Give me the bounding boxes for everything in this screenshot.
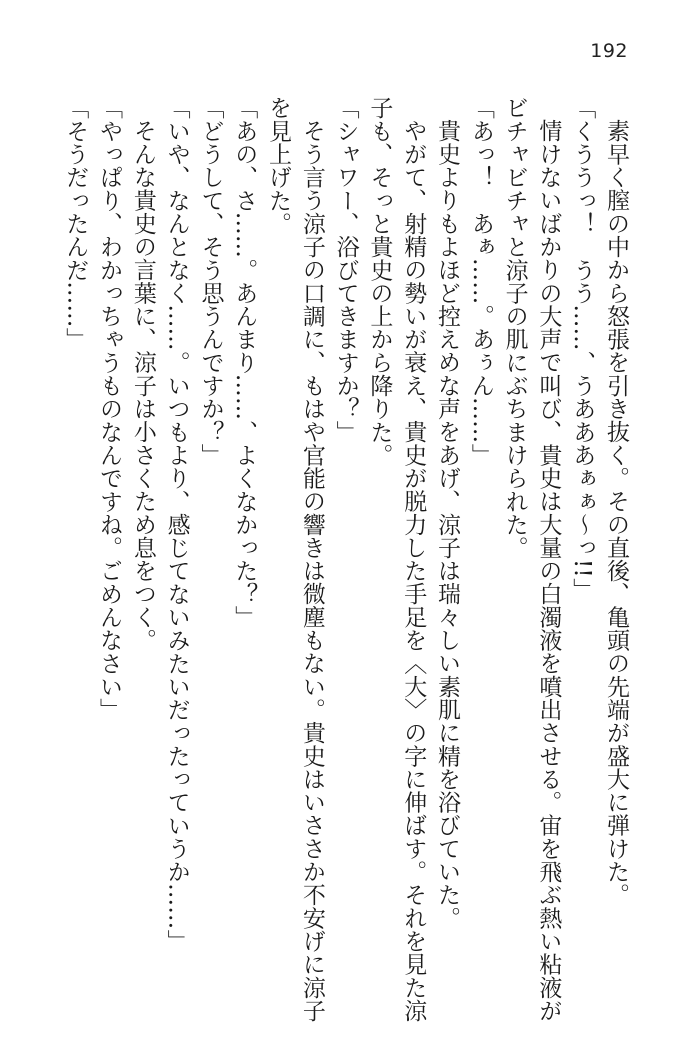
text-line-10: そう言う涼子の口調に、もはや官能の響きは微塵もない。貴史はいささか不安げに涼子	[298, 119, 325, 1022]
text-line-7: やがて、射精の勢いが衰え、貴史が脱力した手足を〈大〉の字に伸ばす。それを見た涼	[400, 119, 427, 1022]
text-line-13: 「どうして、そう思うんですか？」	[197, 96, 224, 467]
text-line-9: 「シャワー、浴びてきますか？」	[332, 96, 359, 444]
text-line-12: 「あの、さ……。あんまり……、よくなかった？」	[231, 96, 258, 629]
text-line-16: 「やっぱり、わかっちゃうものなんですね。ごめんなさい」	[96, 96, 123, 722]
text-line-2: 「くううっ！ うう……、うあああぁぁ～っ!!」	[569, 96, 596, 601]
text-line-11: を見上げた。	[265, 96, 292, 235]
text-line-3: 情けないばかりの大声で叫び、貴史は大量の白濁液を噴出させる。宙を飛ぶ熱い粘液が	[535, 119, 562, 1022]
text-line-4: ビチャビチャと涼子の肌にぶちまけられた。	[501, 96, 528, 559]
page-number: 192	[590, 40, 628, 62]
text-line-17: 「そうだったんだ……」	[62, 96, 89, 351]
text-line-5: 「あっ！ あぁ……。あぅん……」	[467, 96, 494, 467]
text-line-8: 子も、そっと貴史の上から降りた。	[366, 96, 393, 467]
text-line-1: 素早く膣の中から怒張を引き抜く。その直後、亀頭の先端が盛大に弾けた。	[603, 119, 629, 907]
text-line-14: 「いや、なんとなく……。いつもより、感じてないみたいだったっていうか……」	[163, 96, 190, 953]
vertical-text-body	[52, 96, 632, 1022]
text-line-6: 貴史よりもよほど控えめな声をあげ、涼子は瑞々しい素肌に精を浴びていた。	[434, 119, 461, 930]
text-line-15: そんな貴史の言葉に、涼子は小さくため息をつく。	[129, 119, 156, 652]
